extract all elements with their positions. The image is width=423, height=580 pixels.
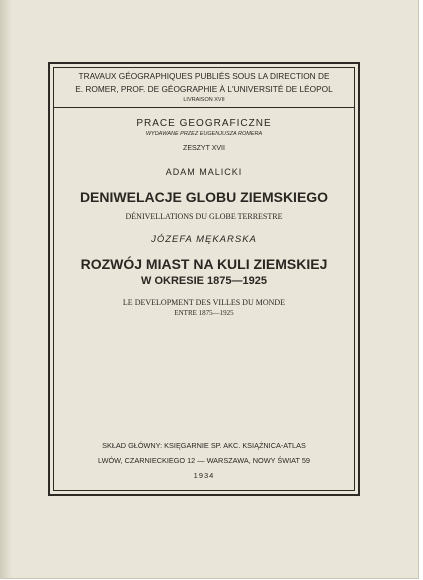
series-header-line1: TRAVAUX GÉOGRAPHIQUES PUBLIÉS SOUS LA DIRECTION DE bbox=[78, 71, 330, 81]
imprint-line2: LWÓW, CZARNIECKIEGO 12 — WARSZAWA, NOWY ŚWIAT 59 bbox=[98, 456, 310, 465]
work1-translation: DÉNIVELLATIONS DU GLOBE TERRESTRE bbox=[125, 212, 283, 221]
series-header-line2: E. ROMER, PROF. DE GÉOGRAPHIE À L'UNIVERSITÉ DE LÉOPOL bbox=[75, 84, 333, 94]
series-header-line3: LIVRAISON XVII bbox=[183, 97, 225, 103]
header-divider bbox=[53, 107, 355, 108]
work1-title: DENIWELACJE GLOBU ZIEMSKIEGO bbox=[79, 189, 329, 205]
work2-translation-line1: LE DEVELOPMENT DES VILLES DU MONDE bbox=[122, 298, 286, 307]
work2-title-line1: ROZWÓJ MIAST NA KULI ZIEMSKIEJ bbox=[80, 256, 328, 272]
series-title: PRACE GEOGRAFICZNE bbox=[136, 118, 272, 129]
imprint-line1: SKŁAD GŁÓWNY: KSIĘGARNIE SP. AKC. KSIĄŻNICA-ATLAS bbox=[102, 441, 306, 450]
series-subtitle: WYDAWANE PRZEZ EUGENJUSZA ROMERA bbox=[145, 131, 263, 137]
binding-shadow bbox=[0, 0, 12, 578]
volume-number: ZESZYT XVII bbox=[183, 145, 225, 152]
work2-translation-line2: ENTRE 1875—1925 bbox=[174, 309, 234, 317]
work2-title-line2: W OKRESIE 1875—1925 bbox=[141, 275, 267, 287]
publication-year: 1934 bbox=[193, 471, 215, 480]
work1-author: ADAM MALICKI bbox=[165, 167, 243, 177]
work2-author: JÓZEFA MĘKARSKA bbox=[151, 234, 257, 245]
